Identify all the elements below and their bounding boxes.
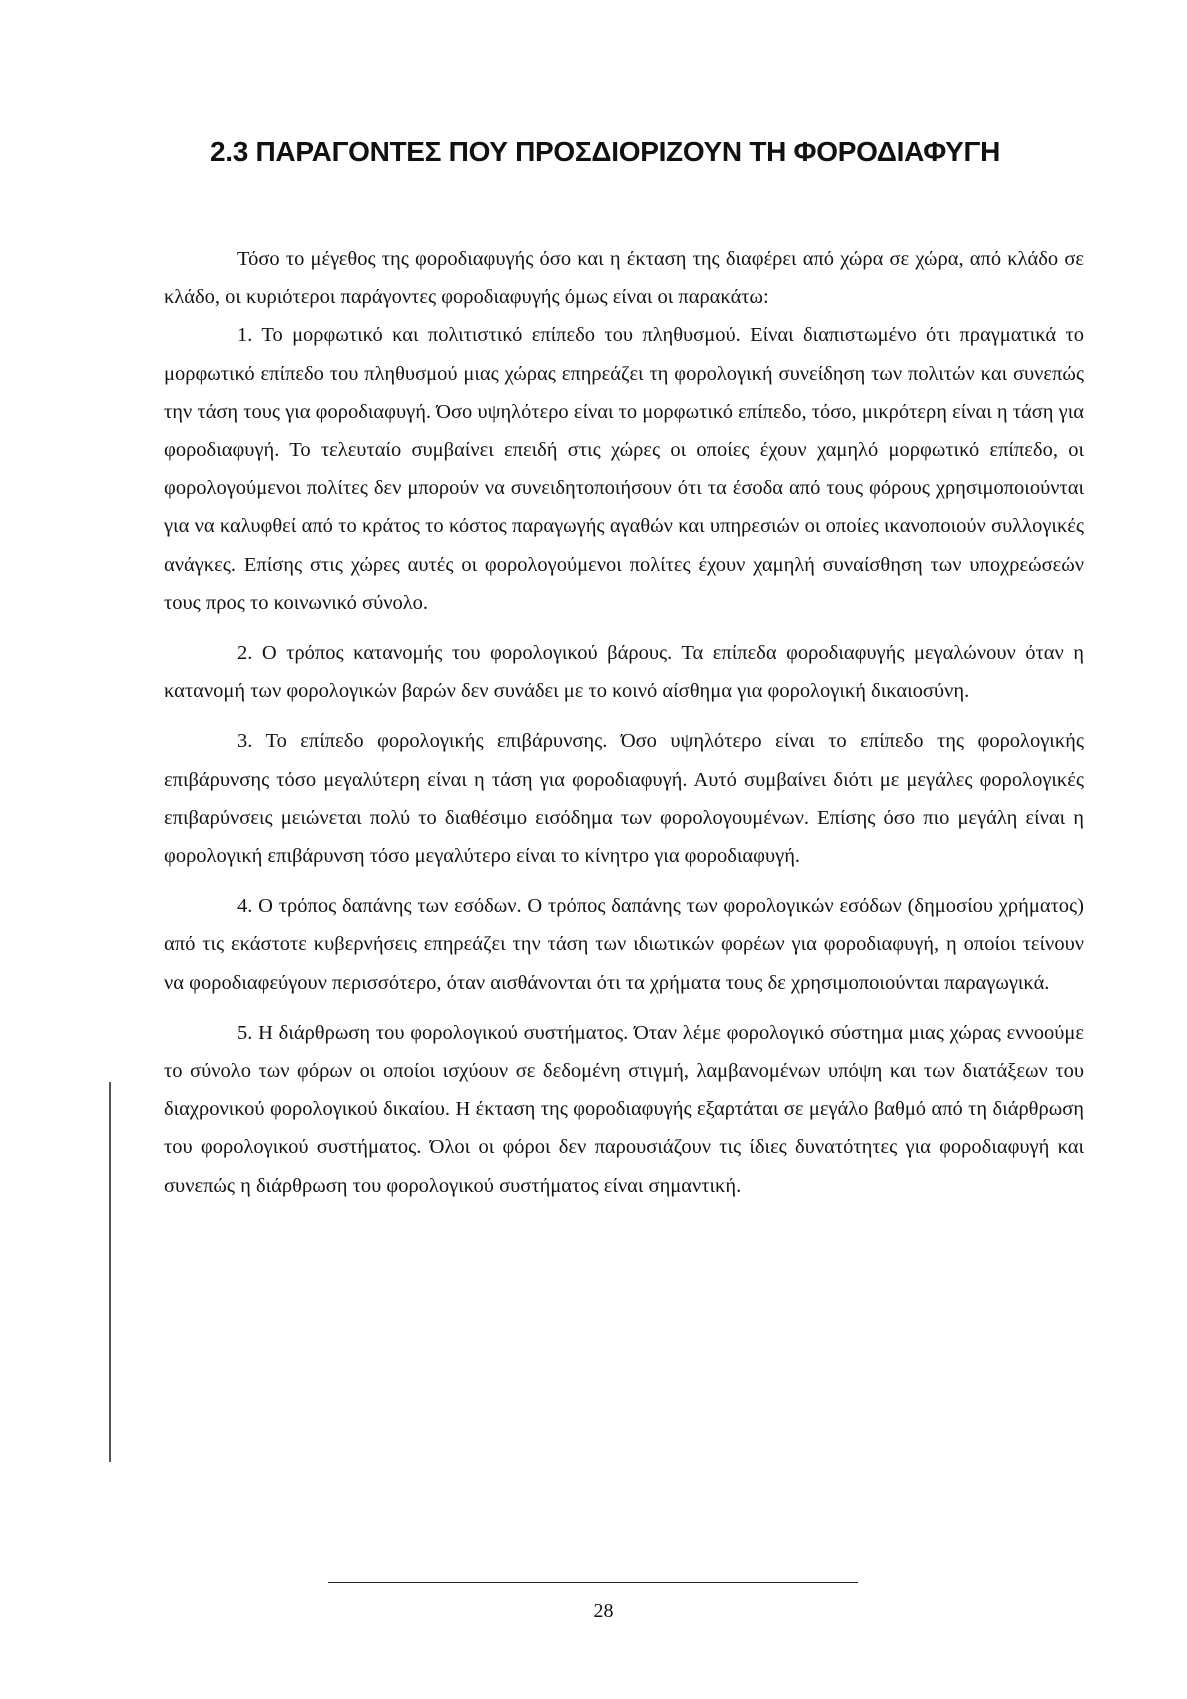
paragraph-gap <box>164 710 1084 722</box>
paragraph-gap <box>164 1002 1084 1014</box>
factor-item-3: 3. Το επίπεδο φορολογικής επιβάρυνσης. Όσο υψηλότερο είναι το επίπεδο της φορολογικής επιβάρυνσης τόσο μεγαλύτερη είναι η τάση για φοροδιαφυγή. Αυτό συμβαίνει διότι με μεγάλες φορολογικές επιβαρύνσεις μειώνεται πολύ το διαθέσιμο εισόδημα των φορολογουμένων. Επίσης όσο πιο μεγάλη είναι η φορολογική επιβάρυνση τόσο μεγαλύτερο είναι το κίνητρο για φοροδιαφυγή. <box>164 730 1084 868</box>
page-number: 28 <box>593 1600 614 1622</box>
factor-item-5: 5. Η διάρθρωση του φορολογικού συστήματος. Όταν λέμε φορολογικό σύστημα μιας χώρας εννοούμε το σύνολο των φόρων οι οποίοι ισχύουν σε δεδομένη στιγμή, λαμβανομένων υπόψη και των διατάξεων του διαχρονικού φορολογικού δικαίου. Η έκταση της φοροδιαφυγής εξαρτάται σε μεγάλο βαθμό από τη διάρθρωση του φορολογικού συστήματος. Όλοι οι φόροι δεν παρουσιάζουν τις ίδιες δυνατότητες για φοροδιαφυγή και συνεπώς η διάρθρωση του φορολογικού συστήματος είναι σημαντική. <box>164 1021 1084 1197</box>
paragraph-gap <box>164 622 1084 634</box>
footer-divider <box>328 1582 858 1583</box>
factor-item-1: 1. Το μορφωτικό και πολιτιστικό επίπεδο του πληθυσμού. Είναι διαπιστωμένο ότι πραγματικά το μορφωτικό επίπεδο του πληθυσμού μιας χώρας επηρεάζει τη φορολογική συνείδηση των πολιτών και συνεπώς την τάση τους για φοροδιαφυγή. Όσο υψηλότερο είναι το μορφωτικό επίπεδο, τόσο, μικρότερη είναι η τάση για φοροδιαφυγή. Το τελευταίο συμβαίνει επειδή στις χώρες οι οποίες έχουν χαμηλό μορφωτικό επίπεδο, οι φορολογούμενοι πολίτες δεν μπορούν να συνειδητοποιήσουν ότι τα έσοδα από τους φόρους χρησιμοποιούνται για να καλυφθεί από το κράτος το κόστος παραγωγής αγαθών και υπηρεσιών οι οποίες ικανοποιούν συλλογικές ανάγκες. Επίσης στις χώρες αυτές οι φορολογούμενοι πολίτες έχουν χαμηλή συναίσθηση των υποχρεώσεών τους προς το κοινωνικό σύνολο. <box>164 324 1084 614</box>
body-text <box>164 240 1084 1205</box>
factor-item-2: 2. Ο τρόπος κατανομής του φορολογικού βάρους. Τα επίπεδα φοροδιαφυγής μεγαλώνουν όταν η κατανομή των φορολογικών βαρών δεν συνάδει με το κοινό αίσθημα για φορολογική δικαιοσύνη. <box>164 642 1084 703</box>
factor-item-4: 4. Ο τρόπος δαπάνης των εσόδων. Ο τρόπος δαπάνης των φορολογικών εσόδων (δημοσίου χρήματος) από τις εκάστοτε κυβερνήσεις επηρεάζει την τάση των ιδιωτικών φορέων για φοροδιαφυγή, η οποίοι τείνουν να φοροδιαφεύγουν περισσότερο, όταν αισθάνονται ότι τα χρήματα τους δε χρησιμοποιούνται παραγωγικά. <box>164 895 1084 994</box>
section-heading: 2.3 ΠΑΡΑΓΟΝΤΕΣ ΠΟΥ ΠΡΟΣΔΙΟΡΙΖΟΥΝ ΤΗ ΦΟΡΟΔΙΑΦΥΓΗ <box>210 136 1000 167</box>
paragraph-gap <box>164 875 1084 887</box>
margin-scan-line <box>109 1082 111 1462</box>
intro-paragraph: Τόσο το μέγεθος της φοροδιαφυγής όσο και η έκταση της διαφέρει από χώρα σε χώρα, από κλάδο σε κλάδο, οι κυριότεροι παράγοντες φοροδιαφυγής όμως είναι οι παρακάτω: <box>164 248 1084 309</box>
